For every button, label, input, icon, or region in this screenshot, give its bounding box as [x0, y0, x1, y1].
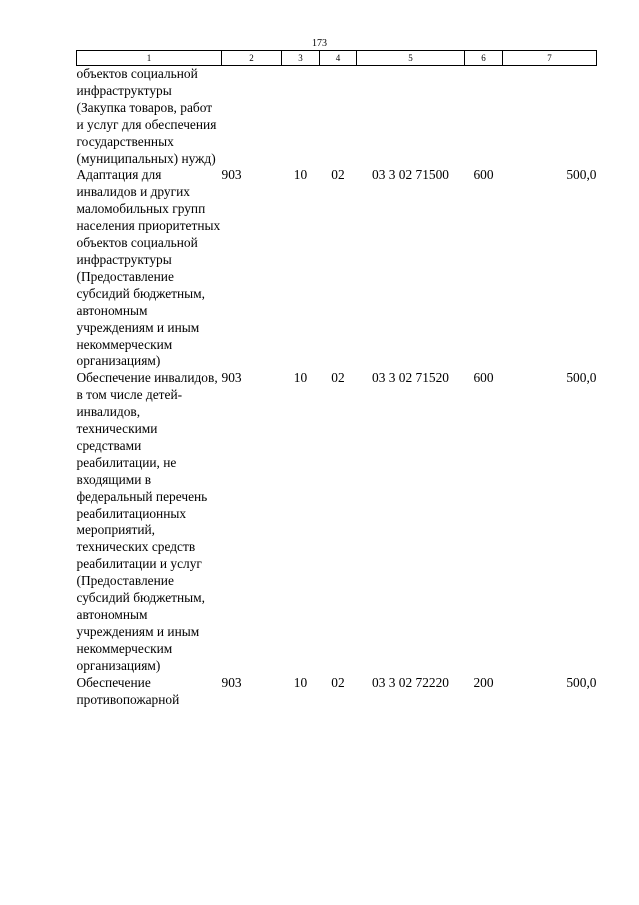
row-name: Адаптация для инвалидов и других маломобильных групп населения приоритетных объектов социальной инфраструктуры (Предоставление субсидий бюджетным, автономным учреждениям и иным некоммерческим организациям)	[76, 167, 221, 369]
row-amount: 500,0	[566, 167, 597, 183]
row-expense-type	[465, 66, 503, 168]
row-section	[282, 66, 320, 168]
page-number: 173	[312, 38, 327, 49]
column-header-1: 1	[77, 51, 222, 66]
table-row	[77, 370, 597, 674]
column-header-2: 2	[222, 51, 282, 66]
row-target-article: 03 3 02 71500	[372, 167, 449, 183]
row-subsection	[320, 66, 357, 168]
row-expense-type: 200	[473, 674, 494, 690]
row-admin-code	[222, 66, 282, 168]
row-admin-code: 903	[221, 167, 242, 183]
budget-table	[76, 50, 597, 708]
column-header-4: 4	[320, 51, 357, 66]
row-name: объектов социальной инфраструктуры (Закупка товаров, работ и услуг для обеспечения государственных (муниципальных) нужд)	[76, 66, 217, 166]
table-row	[77, 675, 597, 709]
table-row	[77, 167, 597, 370]
row-name: Обеспечение инвалидов, в том числе детей-инвалидов, техническими средствами реабилитации, не входящими в федеральный перечень реабилитационных мероприятий, технических средств реабилитации и услуг (Предоставление субсидий бюджетным, автономным учреждениям и иным некоммерческим организациям)	[76, 370, 218, 673]
row-section: 10	[293, 674, 308, 690]
column-header-5: 5	[357, 51, 465, 66]
row-subsection: 02	[331, 370, 345, 386]
row-admin-code: 903	[221, 674, 242, 690]
row-admin-code: 903	[221, 370, 242, 386]
row-section: 10	[293, 370, 308, 386]
table-header-row	[77, 51, 597, 66]
row-subsection: 02	[331, 167, 345, 183]
column-header-6: 6	[465, 51, 503, 66]
row-target-article: 03 3 02 72220	[372, 674, 449, 690]
row-section: 10	[293, 167, 308, 183]
row-subsection: 02	[331, 674, 345, 690]
row-amount	[503, 66, 597, 168]
table-row	[77, 66, 597, 168]
row-target-article: 03 3 02 71520	[372, 370, 449, 386]
row-amount: 500,0	[566, 674, 597, 690]
column-header-7: 7	[503, 51, 597, 66]
row-name: Обеспечение противопожарной	[76, 674, 180, 707]
row-expense-type: 600	[473, 167, 494, 183]
row-target-article	[357, 66, 465, 168]
row-expense-type: 600	[473, 370, 494, 386]
column-header-3: 3	[282, 51, 320, 66]
row-amount: 500,0	[566, 370, 597, 386]
